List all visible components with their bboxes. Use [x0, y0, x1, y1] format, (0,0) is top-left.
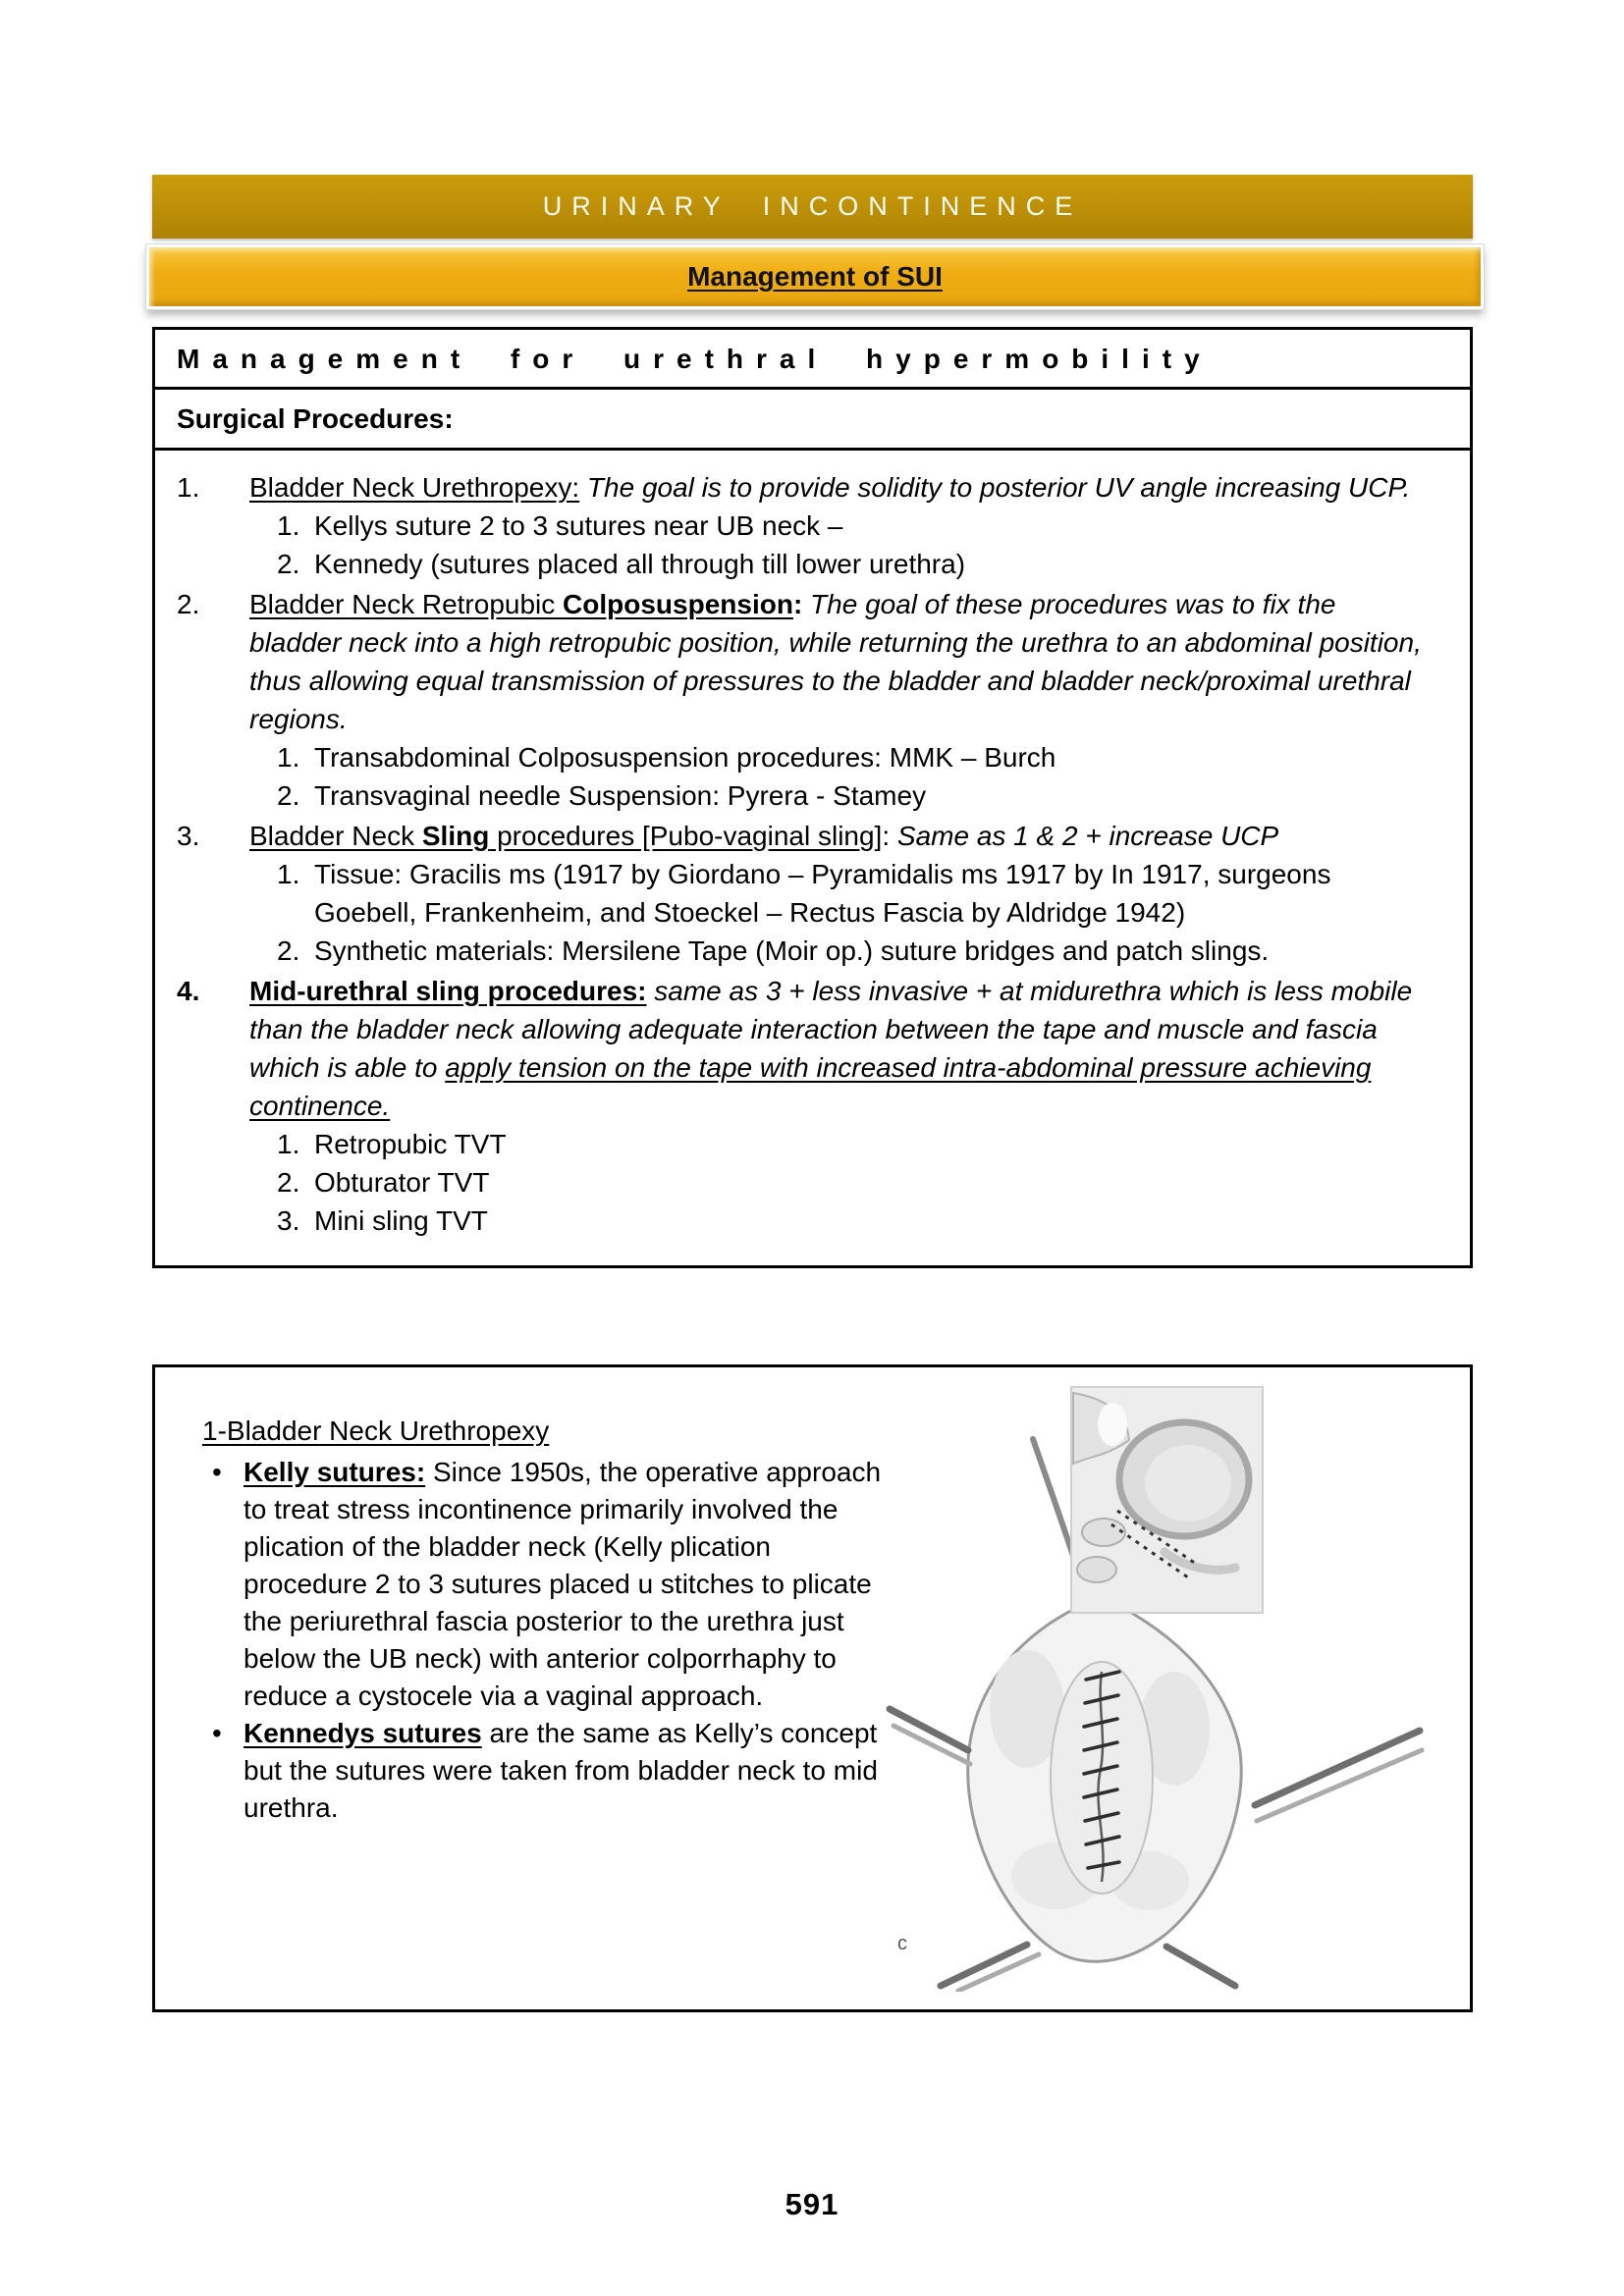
item-heading-colon: :: [882, 821, 897, 851]
sub-item-text: Retropubic TVT: [314, 1129, 507, 1159]
sub-item: [249, 507, 1433, 545]
item-number: 2.: [177, 589, 200, 619]
figure-panel-label: c: [897, 1933, 907, 1954]
page-title-bar: [152, 175, 1473, 239]
page-number: 591: [785, 2187, 839, 2221]
item-description: same as 3 + less invasive + at midurethra which is less mobile than the bladder neck allowing adequate interaction between the tape and muscle and fascia which is able to: [249, 976, 1413, 1083]
surgical-illustration: [870, 1385, 1451, 1992]
sub-item: [249, 1201, 1433, 1240]
box2-heading: 1-Bladder Neck Urethropexy: [202, 1415, 550, 1446]
section-title: Management of SUI: [687, 261, 943, 292]
item-description-underlined: apply tension on the tape with increased intra-abdominal pressure achieving continence.: [249, 1052, 1372, 1121]
item-heading: Bladder Neck Sling procedures [Pubo-vaginal sling]: [249, 821, 883, 851]
list-item-1: [155, 468, 1433, 583]
sub-item-text: Transabdominal Colposuspension procedures: MMK – Burch: [314, 742, 1056, 773]
item-heading-colon: :: [792, 589, 803, 619]
surgical-illustration-drawing: [870, 1385, 1451, 1992]
list-item-3: [155, 817, 1433, 970]
item-number: 1.: [177, 472, 200, 503]
sub-item-text: Transvaginal needle Suspension: Pyrera - Stamey: [314, 780, 927, 811]
sub-item: [249, 932, 1433, 970]
sub-item-number: 1.: [277, 859, 300, 889]
box1-heading: Management for urethral hypermobility: [155, 330, 1470, 390]
page-title: URINARY INCONTINENCE: [542, 191, 1083, 221]
sub-item: [249, 776, 1433, 815]
sub-item-number: 1.: [277, 510, 300, 541]
bullet-item: [202, 1454, 895, 1715]
list-item-2: [155, 585, 1433, 815]
sub-item: [249, 738, 1433, 776]
item-heading: Mid-urethral sling procedures:: [249, 976, 647, 1006]
box1-subheading: Surgical Procedures:: [155, 390, 1470, 451]
sub-item-number: 2.: [277, 780, 300, 811]
sub-item-text: Mini sling TVT: [314, 1205, 488, 1236]
bullet-lead: Kelly sutures:: [244, 1457, 426, 1487]
sub-item-number: 2.: [277, 1167, 300, 1198]
urethropexy-detail-box: [152, 1364, 1473, 2012]
bullet-text: Since 1950s, the operative approach to treat stress incontinence primarily involved the plication of the bladder neck (Kelly plication procedure 2 to 3 sutures placed u stitches to plicate the periurethral fascia posterior to the urethra just below the UB neck) with anterior colporrhaphy to reduce a cystocele via a vaginal approach.: [244, 1457, 882, 1711]
suture-bullet-list: [202, 1454, 895, 1827]
item-description: Same as 1 & 2 + increase UCP: [896, 821, 1279, 851]
urethropexy-text-column: [202, 1413, 895, 1827]
sub-item-text: Kennedy (sutures placed all through till lower urethra): [314, 549, 966, 579]
sub-item: [249, 545, 1433, 583]
sub-item-text: Kellys suture 2 to 3 sutures near UB neck –: [314, 510, 843, 541]
item-heading: Bladder Neck Urethropexy:: [249, 472, 580, 503]
item-description: The goal of these procedures was to fix the bladder neck into a high retropubic position, while returning the urethra to an abdominal position, thus allowing equal transmission of pressures to the bladder and bladder neck/proximal urethral regions.: [249, 589, 1422, 734]
sub-item: [249, 1163, 1433, 1201]
sub-item-text: Obturator TVT: [314, 1167, 490, 1198]
sub-item-number: 2.: [277, 549, 300, 579]
sub-item-number: 1.: [277, 1129, 300, 1159]
bullet-item: [202, 1715, 895, 1827]
sub-item-number: 2.: [277, 935, 300, 966]
item-number: 3.: [177, 821, 200, 851]
bullet-text: are the same as Kelly’s concept but the sutures were taken from bladder neck to mid urethra.: [244, 1718, 878, 1823]
sub-item: [249, 855, 1433, 932]
management-box: [152, 327, 1473, 1268]
section-title-bar: [146, 244, 1484, 309]
bullet-lead: Kennedys sutures: [244, 1718, 482, 1748]
item-description: The goal is to provide solidity to posterior UV angle increasing UCP.: [579, 472, 1411, 503]
sub-item-number: 1.: [277, 742, 300, 773]
item-heading: Bladder Neck Retropubic Colposuspension: [249, 589, 793, 619]
sub-item-text: Tissue: Gracilis ms (1917 by Giordano – Pyramidalis ms 1917 by In 1917, surgeons Goebell, Frankenheim, and Stoeckel – Rectus Fascia by Aldridge 1942): [314, 859, 1331, 928]
list-item-4: [155, 972, 1433, 1240]
sub-item-number: 3.: [277, 1205, 300, 1236]
sub-item: [249, 1125, 1433, 1163]
surgical-procedures-list: [155, 451, 1470, 1265]
sub-item-text: Synthetic materials: Mersilene Tape (Moir op.) suture bridges and patch slings.: [314, 935, 1270, 966]
item-number: 4.: [177, 976, 200, 1006]
